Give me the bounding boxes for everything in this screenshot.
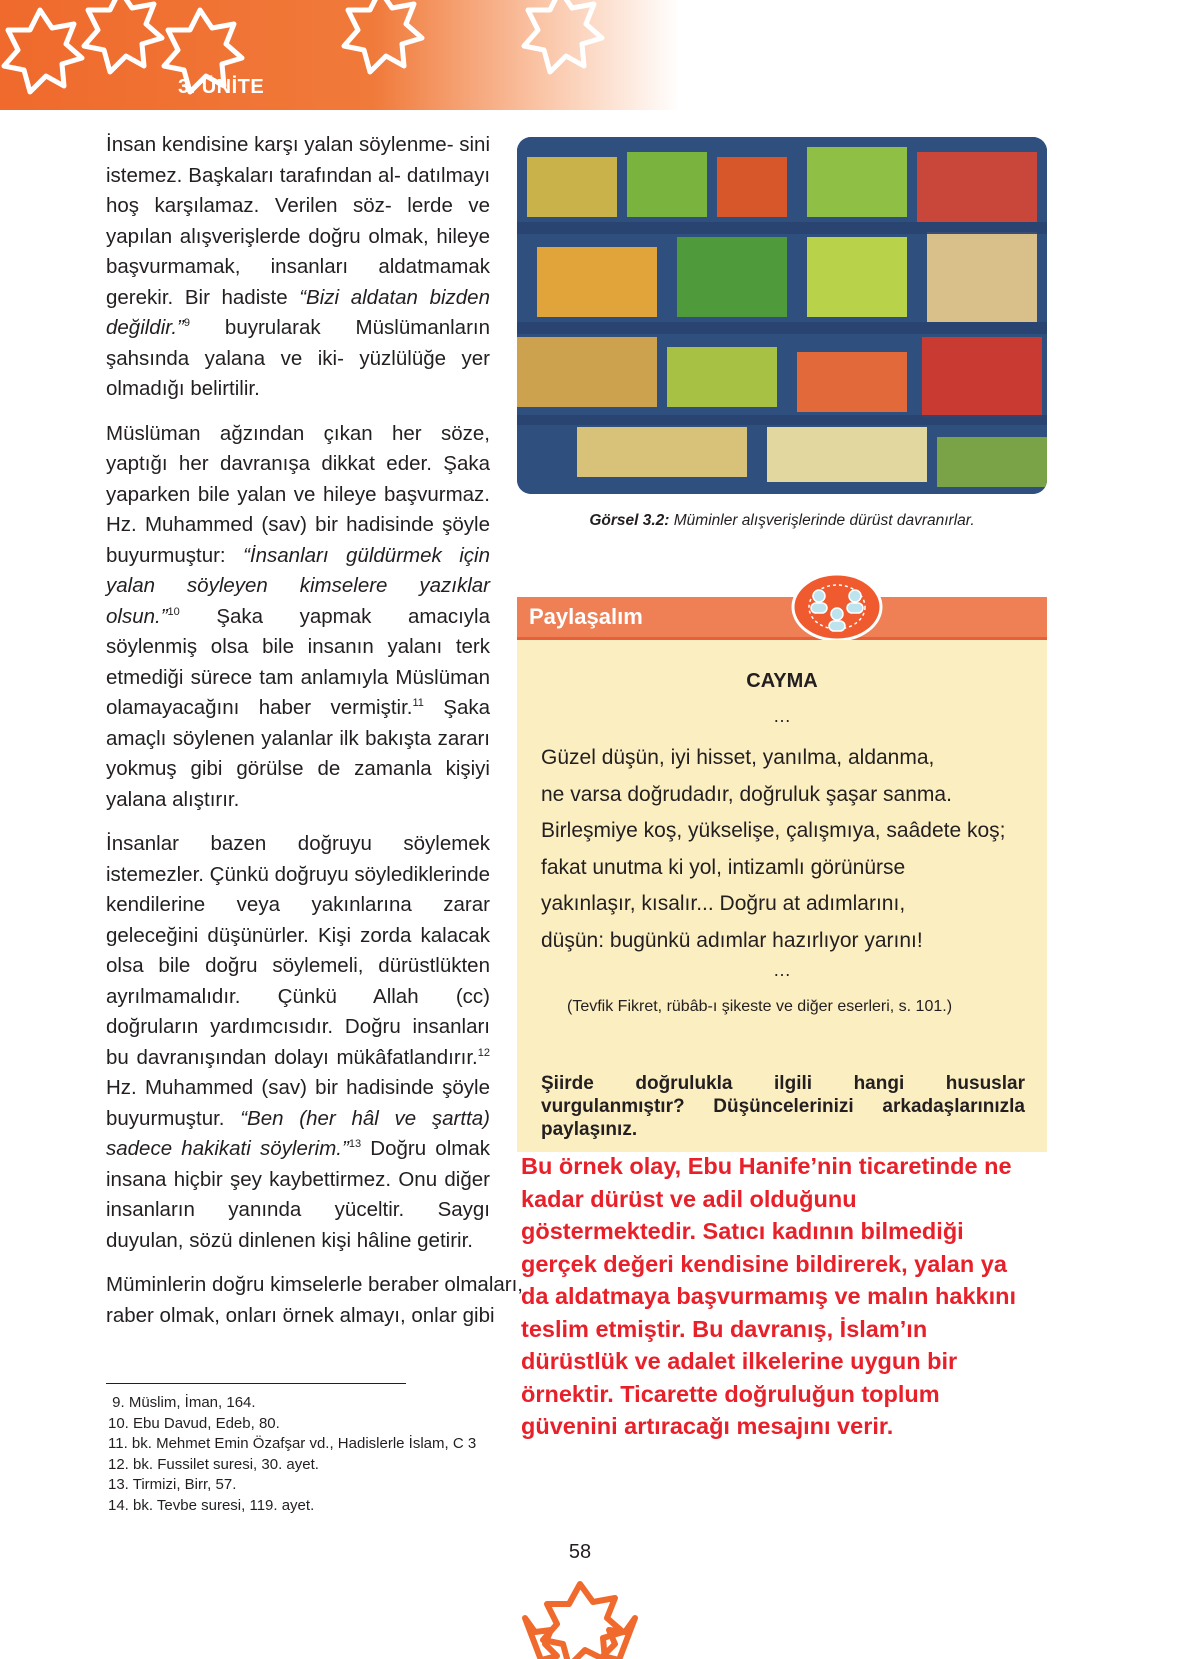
poem-ellipsis-bottom: …	[773, 960, 791, 980]
answer-overlay: Bu örnek olay, Ebu Hanife’nin ticaretinde ne kadar dürüst ve adil olduğunu göstermektedir. Satıcı kadının bilmediği gerçek değeri kendisine bildirerek, yalan ya da aldatmaya başvurmamış ve malın hakkını teslim etmiştir. Bu davranış, İslam’ın dürüstlük ve adalet ilkelerine uygun bir örnektir. Ticarette doğruluğun toplum güvenini artıracağı mesajını verir.	[521, 1153, 1017, 1439]
poem-line: düşün: bugünkü adımlar hazırlıyor yarını!	[541, 928, 923, 952]
poem-line: Güzel düşün, iyi hisset, yanılma, aldanma,	[541, 746, 935, 769]
paragraph-2: Müslüman ağzından çıkan her söze, yaptığı her davranışa dikkat eder. Şaka yaparken bile yalan ve hileye başvurmaz. Hz. Muhammed (sav) bir hadisinde şöyle buyurmuştur: “İnsanları güldürmek için yalan söyleyen kimselere yazıklar olsun.”$^{10}$ Şaka yapmak amacıyla söylenmiş olsa bile insanın yalanı terk etmediği sürece tam anlamıyla Müslüman olamayacağını haber vermiştir.$^{11}$ Şaka amaçlı söylenen yalanlar ilk bakışta zararı yokmuş gibi görülse de zamanla kişiyi yalana alıştırır.	[106, 421, 491, 811]
islamic-star-pattern-icon	[505, 1578, 655, 1659]
paragraph-3: İnsanlar bazen doğruyu söylemek istemezler. Çünkü doğruyu söylediklerinde kendilerine veya yakınlarına zarar geleceğini düşünürler. Kişi zorda kalacak olsa bile doğru söylemeli, dürüstlükten ayrılmamalıdır. Çünkü Allah (cc) doğruların yardımcısıdır. Doğru insanları bu davranışından dolayı mükâfatlandırır.$^{12}$ Hz. Muhammed (sav) bir hadisinde şöyle buyurmuştur. “Ben (her hâl ve şartta) sadece hakikati söylerim.”$^{13}$ Doğru olmak insana hiçbir şey kaybettirmez. Onu diğer insanların yanında yüceltir. Saygı duyulan, sözü dinlenen kişi hâline getirir.	[106, 832, 491, 1252]
islamic-star-pattern-icon	[0, 0, 680, 110]
page-number: 58	[568, 1541, 592, 1563]
poem-citation: (Tevfik Fikret, rübâb-ı şikeste ve diğer eserleri, s. 101.)	[567, 998, 953, 1015]
footnote: 13. Tirmizi, Birr, 57.	[108, 1476, 237, 1493]
share-box-header	[517, 597, 1047, 640]
poem-title: CAYMA	[746, 670, 818, 692]
footnote: 10. Ebu Davud, Edeb, 80.	[108, 1414, 280, 1432]
poem-line: yakınlaşır, kısalır... Doğru at adımlarını,	[541, 892, 906, 915]
footnote: 11. bk. Mehmet Emin Özafşar vd., Hadislerle İslam, C 3	[108, 1435, 477, 1452]
footnote: 14. bk. Tevbe suresi, 119. ayet.	[108, 1496, 315, 1514]
people-sharing-icon	[791, 572, 883, 642]
photo-caption: Görsel 3.2: Müminler alışverişlerinde dürüst davranırlar.	[589, 512, 975, 529]
footnote-divider	[106, 1383, 406, 1384]
footnotes	[108, 1393, 528, 1516]
main-text-column	[106, 130, 523, 1345]
poem-line: ne varsa doğrudadır, doğruluk şaşar sanma.	[541, 782, 952, 806]
discussion-question: Şiirde doğrulukla ilgili hangi hususlar vurgulanmıştır? Düşüncelerinizi arkadaşlarınızla paylaşınız.	[541, 1073, 1025, 1140]
paragraph-4: Müminlerin doğru kimselerle beraber olmaları, raber olmak, onları örnek almayı, onlar gibi	[106, 1273, 523, 1327]
poem-line: fakat unutma ki yol, intizamlı görünürse	[541, 855, 906, 879]
header-band	[0, 0, 680, 110]
footnote: 12. bk. Fussilet suresi, 30. ayet.	[108, 1455, 319, 1473]
unit-label: 3. ÜNİTE	[178, 76, 265, 98]
poem-box	[517, 640, 1047, 1152]
paragraph-1: İnsan kendisine karşı yalan söylenme- sini istemez. Başkaları tarafından al- datılmayı hoş karşılamaz. Verilen söz- lerde ve yapılan alışverişlerde doğru olmak, hileye başvurmamak, insanları aldatmamak gerekir. Bir hadiste “Bizi aldatan bizden değildir.”$^9$ buyrularak Müslümanların şahsında yalana ve iki- yüzlülüğe yer olmadığı belirtilir.	[106, 133, 491, 400]
footnote: 9. Müslim, İman, 164.	[108, 1394, 256, 1411]
poem-ellipsis-top: …	[773, 706, 791, 726]
poem-lines	[541, 740, 1041, 959]
share-box-title: Paylaşalım	[529, 604, 643, 629]
poem-line: Birleşmiye koş, yükselişe, çalışmıya, saâdete koş;	[541, 819, 1006, 842]
market-photo	[517, 137, 1047, 494]
